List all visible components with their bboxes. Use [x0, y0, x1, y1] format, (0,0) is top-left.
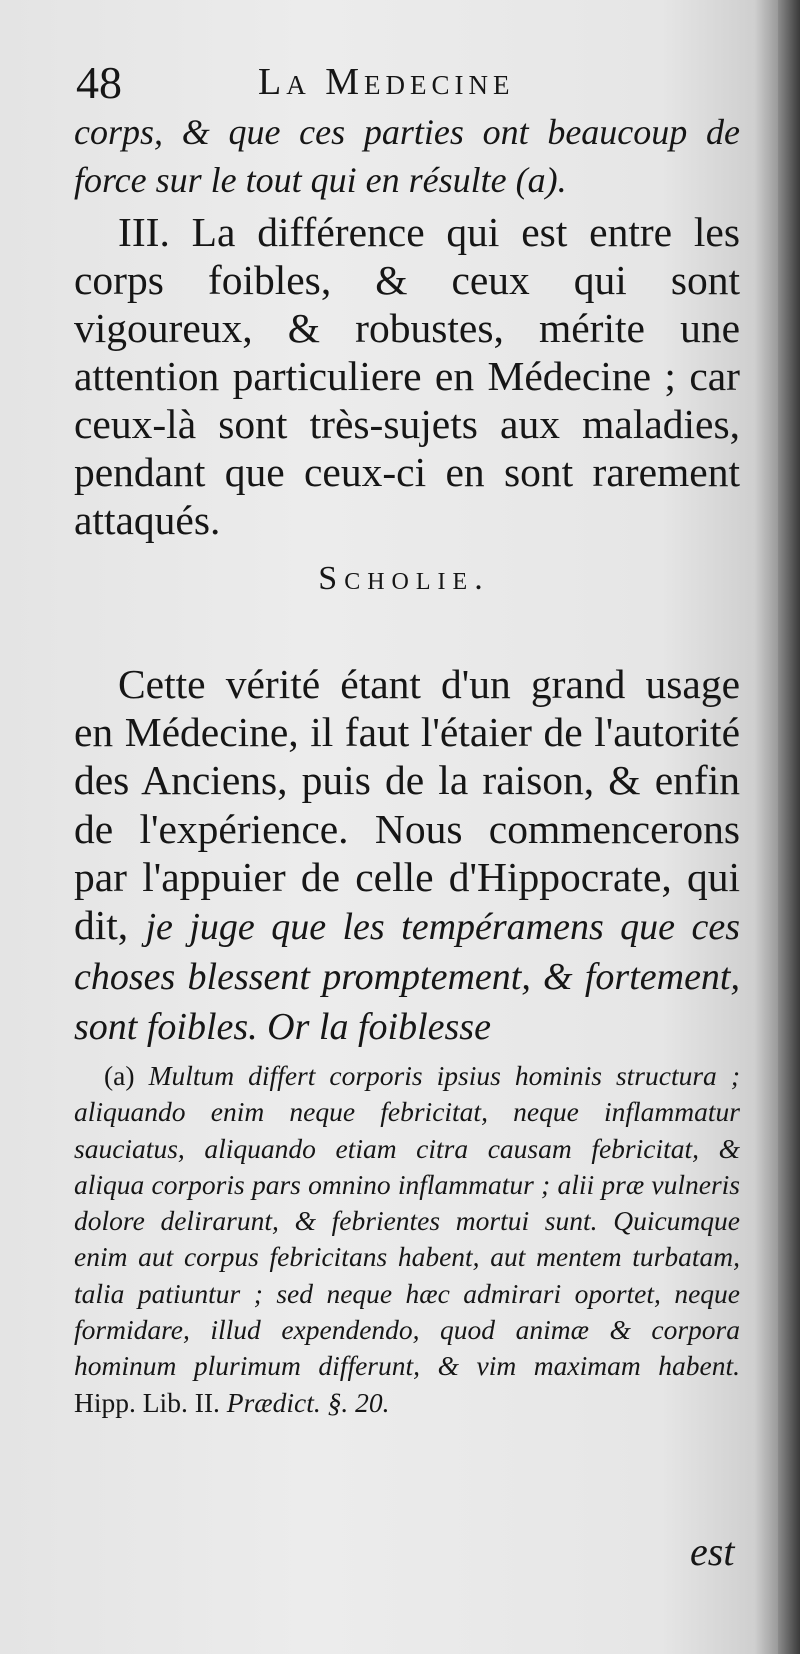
page-number: 48	[76, 57, 122, 108]
catchword: est	[690, 1529, 735, 1574]
footnote-marker: (a)	[104, 1060, 135, 1091]
footnote-citation: Hipp. Lib. II.	[74, 1386, 220, 1418]
footnote-latin: Multum differt corporis ipsius hominis structura ; aliquando enim neque febricitat, neque inflammatur sauciatus, aliquando etiam citra causam febricitat, & aliqua corporis pars omnino inflammatur ; alii præ vulneris dolore delirarunt, & febrientes mortui sunt. Quicumque enim aut corpus febricitans habent, aut mentem turbatam, talia patiuntur ; sed neque hæc admirari oportet, neque formidare, illud expendendo, quod animæ & corpora hominum plurimum differunt, & vim maximam habent.	[74, 1060, 740, 1382]
section-heading: Scholie.	[318, 560, 490, 597]
hippocrates-quote: je juge que les tempéramens que ces choses blessent promptement, & fortement, sont foibles. Or la foiblesse	[74, 906, 741, 1049]
page-header	[70, 56, 730, 116]
carryover-text: corps, & que ces parties ont beaucoup de force sur le tout qui en résulte (a).	[74, 112, 740, 200]
running-title: La Medecine	[258, 61, 515, 103]
page-edge-shadow	[778, 0, 800, 1654]
paragraph-iii: III. La différence qui est entre les corps foibles, & ceux qui sont vigoureux, & robustes, mérite une attention particuliere en Médecine ; car ceux-là sont très-sujets aux maladies, pendant que ceux-ci en sont rarement attaqués.	[74, 209, 740, 543]
footnote-citation-end: Prædict. §. 20.	[226, 1386, 390, 1418]
footnote	[74, 1058, 740, 1421]
scholie-text: Cette vérité étant d'un grand usage en Médecine, il faut l'étaier de l'autorité des Anciens, puis de la raison, & enfin de l'expérience. Nous commencerons par l'appuier de celle d'Hippocrate, qui dit,	[74, 661, 740, 949]
scholie-paragraph	[74, 660, 740, 1052]
